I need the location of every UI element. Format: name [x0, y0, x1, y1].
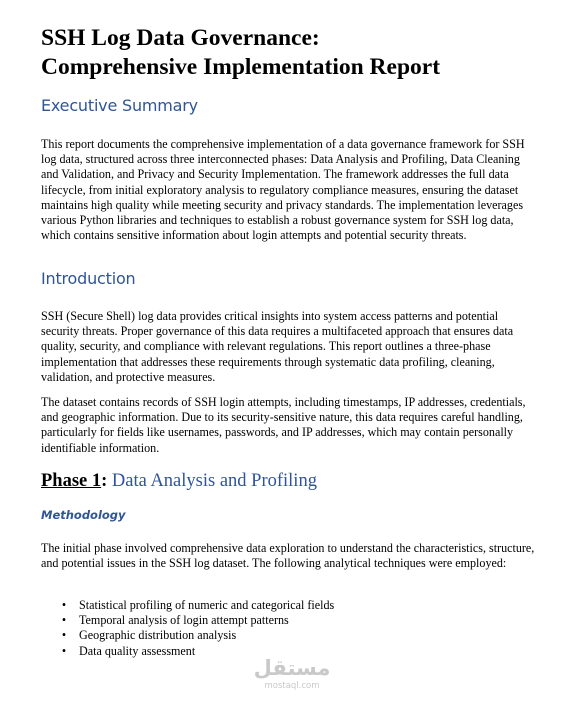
phase-1-separator: : [101, 471, 108, 491]
list-item [41, 628, 521, 643]
introduction-paragraph-1: SSH (Secure Shell) log data provides critical insights into system access patterns and potential security threats. Proper governance of this data requires a multifaceted approach that ensures data quality, security, and compliance with relevant regulations. This report outlines a three-phase implementation that addresses these requirements through systematic data profiling, cleaning, validation, and protective measures. [41, 309, 514, 384]
list-item [41, 598, 521, 613]
document-title [41, 24, 541, 82]
list-item-text: Geographic distribution analysis [79, 628, 237, 643]
introduction-heading: Introduction [41, 269, 136, 288]
list-item-text: Data quality assessment [79, 643, 196, 658]
phase-1-label: Phase 1 [41, 471, 102, 491]
executive-summary-paragraph: This report documents the comprehensive implementation of a data governance framework for SSH log data, structured across three interconnected phases: Data Analysis and Profiling, Data Cleaning and Validation, and Privacy and Security Implementation. The framework addresses the full data lifecycle, from initial exploratory analysis to regulatory compliance measures, ensuring the dataset maintains high quality while meeting security and privacy standards. The implementation leverages various Python libraries and techniques to establish a robust governance system for SSH log data, which contains sensitive information about login attempts and potential security threats. [41, 137, 525, 243]
phase-1-title: Data Analysis and Profiling [107, 471, 317, 491]
list-item [41, 613, 521, 628]
list-item-text: Temporal analysis of login attempt patterns [79, 613, 289, 628]
phase-1-heading [41, 469, 317, 493]
title-line-1: SSH Log Data Governance: [41, 25, 320, 51]
bullet-dot-icon: • [61, 598, 67, 612]
methodology-heading: Methodology [41, 508, 126, 522]
watermark-latin-text: mostaql.com [264, 681, 320, 691]
mostaql-watermark-logo [250, 650, 334, 692]
watermark-arabic-text: مستقل [253, 656, 331, 680]
bullet-dot-icon: • [61, 613, 67, 628]
list-item-text: Statistical profiling of numeric and categorical fields [79, 598, 335, 612]
methodology-paragraph: The initial phase involved comprehensive data exploration to understand the characteristics, structure, and potential issues in the SSH log dataset. The following analytical techniques were employed: [41, 541, 535, 571]
title-line-2: Comprehensive Implementation Report [41, 54, 441, 80]
introduction-paragraph-2: The dataset contains records of SSH login attempts, including timestamps, IP addresses, credentials, and geographic information. Due to its security-sensitive nature, this data requires careful handling, particularly for fields like usernames, passwords, and IP addresses, which may contain personally identifiable information. [41, 395, 526, 455]
bullet-dot-icon: • [61, 628, 67, 643]
executive-summary-heading: Executive Summary [41, 96, 198, 115]
bullet-dot-icon: • [61, 643, 67, 658]
